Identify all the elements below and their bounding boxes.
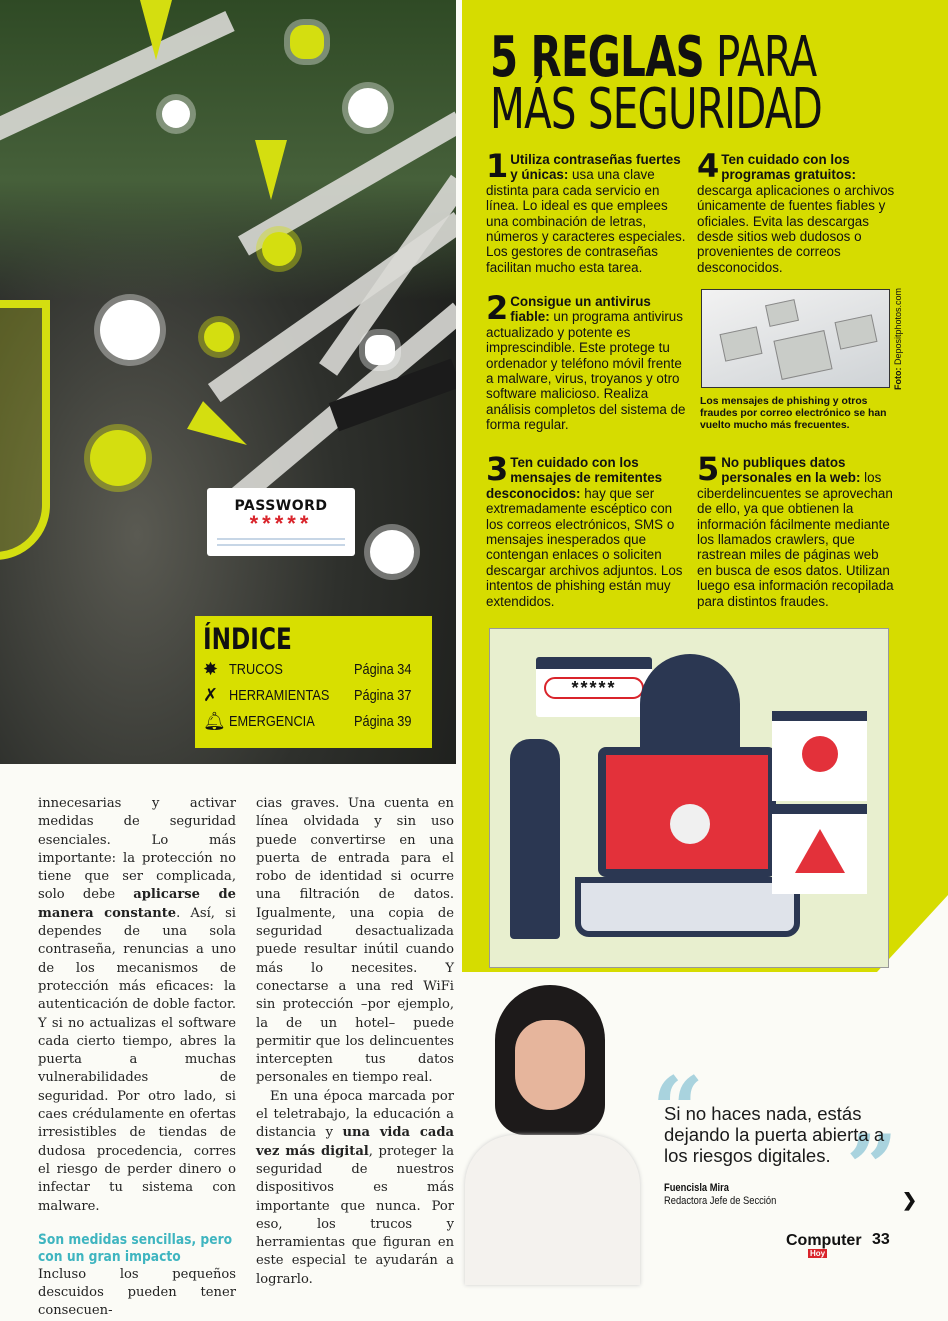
- password-field: *****: [544, 677, 644, 699]
- index-item-label: HERRAMIENTAS: [229, 686, 330, 704]
- rule-number: 3: [486, 450, 509, 488]
- rule-number: 2: [486, 289, 509, 327]
- rule-text: descarga aplicaciones o archivos únicamente de fuentes fiables y oficiales. Evita las descargas desde sitios web dudosos o provenientes de correos desconocidos.: [697, 182, 895, 275]
- computer-hoy-logo: Computer: [786, 1232, 862, 1249]
- password-lines: [217, 538, 345, 546]
- rule-text: los ciberdelincuentes se aprovechan de ello, ya que obtienen la información fácilmente mediante los llamados crawlers, que rastrean miles de páginas web en busca de esos datos. Utilizan luego esa información recopilada para distintos fraudes.: [697, 470, 894, 609]
- skull-icon: [290, 25, 324, 59]
- virus-icon: [162, 100, 190, 128]
- photo-caption: Los mensajes de phishing y otros fraudes por correo electrónico se han vuelto mucho más frecuentes.: [700, 396, 887, 431]
- index-box: [195, 616, 432, 748]
- article-column-2: [256, 795, 454, 1289]
- title-bold: 5 REGLAS: [490, 25, 704, 90]
- virus-icon: [348, 88, 388, 128]
- rule-text: un programa antivirus actualizado y potente es imprescindible. Este protege tu ordenador y teléfono móvil frente a malware, virus, troyanos y otro software malicioso. Realiza análisis completos del sistema de forma regular.: [486, 309, 686, 433]
- index-item-page: Página 37: [354, 686, 412, 704]
- index-item-trucos[interactable]: [203, 656, 424, 682]
- rule-number: 1: [486, 147, 509, 185]
- author-face: [515, 1020, 585, 1110]
- lock-window: [772, 711, 867, 801]
- virus-icon: [370, 530, 414, 574]
- next-page-chevron-icon[interactable]: ❯: [902, 1190, 918, 1210]
- alarm-bell-icon: 🔔︎: [203, 710, 226, 731]
- phishing-photo: [701, 289, 890, 388]
- logo-sub: Hoy: [810, 1249, 826, 1258]
- rule-heading: Ten cuidado con los mensajes de remitentes desconocidos:: [486, 455, 663, 501]
- credit-text: Depositphotos.com: [893, 287, 903, 368]
- index-item-herramientas[interactable]: [203, 682, 424, 708]
- rule-number: 4: [697, 147, 720, 185]
- article-text: , proteger la seguridad de nuestros dispositivos es más importante que nunca. Por eso, los trucos y herramientas que figuran en este especial te ayudarán a lograrlo.: [256, 1143, 454, 1287]
- rule-number: 5: [697, 450, 720, 488]
- padlock-icon: [802, 736, 838, 772]
- index-item-label: EMERGENCIA: [229, 712, 315, 730]
- virus-icon: [90, 430, 146, 486]
- virus-icon: [204, 322, 234, 352]
- virus-icon: [262, 232, 296, 266]
- pull-quote: Si no haces nada, estás dejando la puerta abierta a los riesgos digitales.: [664, 1103, 885, 1166]
- article-text: cias graves. Una cuenta en línea olvidada y sin uso puede convertirse en una puerta de entrada para el robo de identidad si ocurre una filtración de datos. Igualmente, una copia de seguridad desactualizada puede resultar inútil cuando más lo necesites. Y conectarse a una red WiFi sin protección –por ejemplo, la de un hotel– puede permitir que los delincuentes intercepten tus datos personales en tiempo real.: [256, 796, 454, 1086]
- lightning-icon: [187, 401, 255, 459]
- index-item-label: TRUCOS: [229, 660, 283, 678]
- author-name: Fuencisla Mira: [664, 1182, 729, 1194]
- envelope-icon: [765, 299, 799, 327]
- article-text: . Así, si dependes de una sola contraseña, renuncias a uno de los mecanismos de protección más eficaces: la autenticación de doble factor. Y si no actualizas el software cada cierto tiempo, abres la puerta a muchas vulnerabilidades de seguridad. Por otro lado, si caes crédulamente en ofertas irresistibles de tiendas de dudosa procedencia, corres el riesgo de perder dinero o infectar tu sistema con malware.: [38, 905, 236, 1214]
- credit-label: Foto:: [893, 367, 903, 390]
- rule-4: [697, 147, 897, 275]
- page-number: 33: [872, 1231, 890, 1248]
- open-quote-icon: “: [652, 1057, 704, 1163]
- rule-text: hay que ser extremadamente escéptico con los correos electrónicos, SMS o mensajes inesperados que contengan enlaces o soliciten descargar archivos adjuntos. Los intentos de phishing están muy extendidos.: [486, 485, 683, 609]
- index-item-page: Página 34: [354, 660, 412, 678]
- rules-title: [490, 25, 823, 142]
- rule-heading: Consigue un antivirus fiable:: [510, 294, 651, 325]
- author-blouse: [465, 1135, 640, 1285]
- hacker-figure: [510, 739, 560, 939]
- article-text: En una época marcada por el teletrabajo, la educación a distancia y: [256, 1088, 454, 1141]
- tools-icon: ✗: [203, 684, 219, 705]
- article-text: Incluso los pequeños descuidos pueden tener consecuen-: [38, 1266, 236, 1319]
- skull-icon: [365, 335, 395, 365]
- virus-icon: [100, 300, 160, 360]
- password-mask: *****: [249, 511, 313, 536]
- password-card: [207, 488, 355, 556]
- shield-lock-icon: [0, 300, 50, 560]
- quote-author: [664, 1182, 776, 1208]
- rule-2: [486, 289, 686, 433]
- author-photo: [455, 985, 645, 1280]
- author-role: Redactora Jefe de Sección: [664, 1195, 777, 1207]
- rule-3: [486, 450, 686, 609]
- envelope-icon: [773, 330, 832, 380]
- title-line2: MÁS SEGURIDAD: [490, 77, 823, 142]
- index-item-page: Página 39: [354, 712, 412, 730]
- warning-window: [772, 804, 867, 894]
- title-rest: PARA: [703, 25, 817, 90]
- article-column-1: [38, 795, 236, 1321]
- article-subheading: Son medidas sencillas, pero con un gran impacto: [38, 1231, 233, 1265]
- rule-5: [697, 450, 897, 609]
- rule-text: usa una clave distinta para cada servicio en línea. Lo ideal es que emplees una combinación de letras, números y caracteres especiales. Los gestores de contraseñas facilitan mucho esta tarea.: [486, 167, 686, 275]
- hero-illustration: [0, 0, 456, 764]
- password-window: [536, 657, 652, 717]
- rule-heading: No publiques datos personales en la web:: [721, 455, 861, 486]
- rule-1: [486, 147, 686, 275]
- index-item-emergencia[interactable]: [203, 708, 424, 734]
- envelope-icon: [835, 314, 878, 349]
- rule-heading: Utiliza contraseñas fuertes y únicas:: [510, 152, 681, 183]
- close-quote-icon: ”: [846, 1115, 898, 1221]
- photo-credit: [893, 288, 905, 390]
- skull-icon: [670, 804, 710, 844]
- starburst-icon: ✸: [203, 658, 219, 679]
- article-bold: aplicarse de manera constante: [38, 887, 236, 921]
- article-bold: una vida cada vez más digital: [256, 1125, 454, 1159]
- hacker-illustration: [489, 628, 889, 968]
- rule-heading: Ten cuidado con los programas gratuitos:: [721, 152, 856, 183]
- index-title: ÍNDICE: [203, 622, 292, 656]
- laptop-keyboard: [575, 877, 800, 937]
- article-text: innecesarias y activar medidas de seguridad esenciales. Lo más importante: la protección no tiene que ser complicada, solo debe: [38, 796, 236, 903]
- warning-icon: [795, 829, 845, 873]
- password-label: PASSWORD: [234, 498, 328, 514]
- envelope-icon: [720, 326, 763, 361]
- lightning-icon: [140, 0, 172, 60]
- lightning-icon: [255, 140, 287, 200]
